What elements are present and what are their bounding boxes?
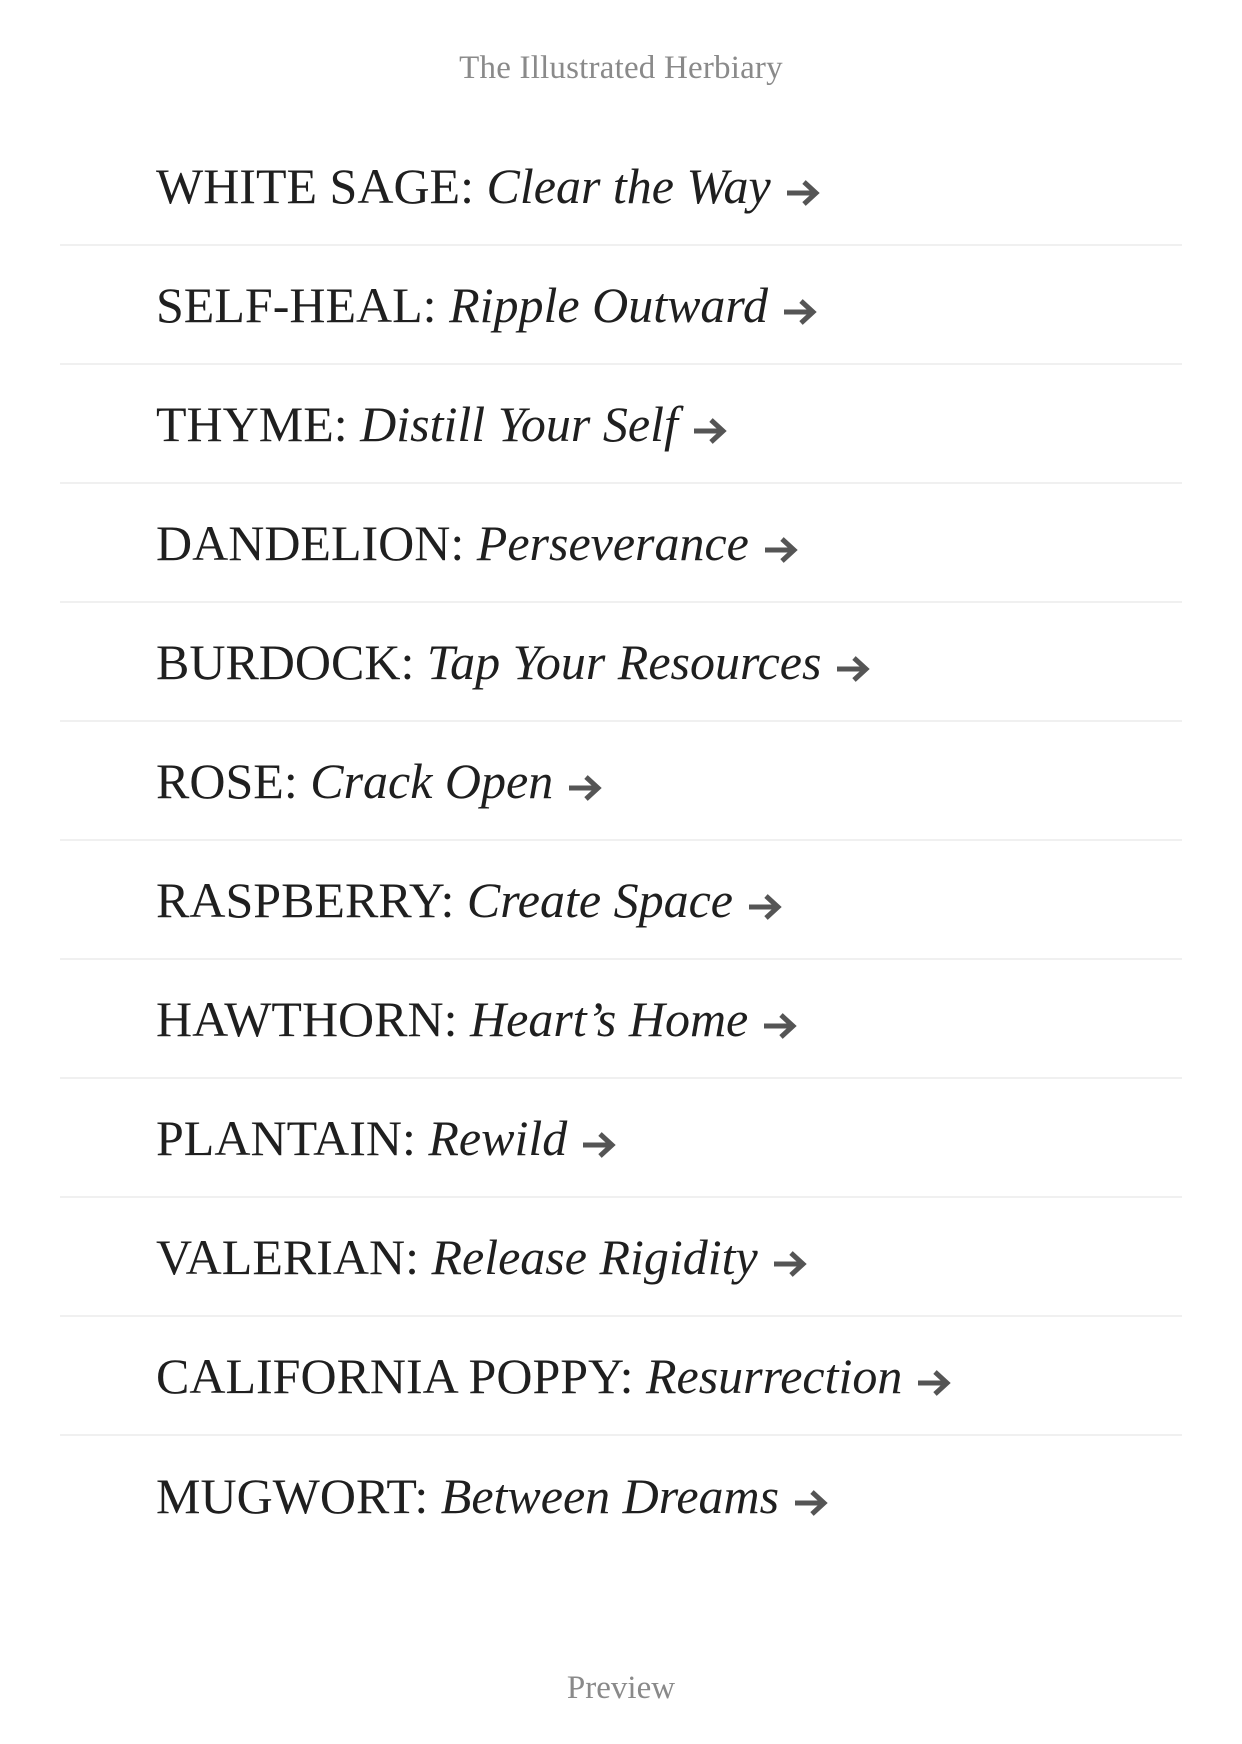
plant-name: VALERIAN [156,1228,406,1285]
toc-link[interactable] [156,990,800,1047]
arrow-right-icon [567,774,605,802]
toc-link[interactable] [156,1228,810,1285]
arrow-right-icon [581,1131,619,1159]
plant-theme: Crack Open [310,752,554,809]
toc-item[interactable] [60,841,1182,960]
toc-item[interactable] [60,722,1182,841]
toc-link[interactable] [156,395,730,452]
plant-name: RASPBERRY [156,871,441,928]
toc-item[interactable] [60,246,1182,365]
toc-link[interactable] [156,1467,831,1524]
plant-theme: Distill Your Self [360,395,678,452]
plant-theme: Perseverance [476,514,749,571]
separator: : [333,395,361,452]
toc-item[interactable] [60,365,1182,484]
arrow-right-icon [692,417,730,445]
arrow-right-icon [762,1012,800,1040]
toc-item[interactable] [60,960,1182,1079]
toc-link[interactable] [156,276,820,333]
arrow-right-icon [793,1489,831,1517]
plant-theme: Tap Your Resources [426,633,822,690]
plant-name: ROSE [156,752,284,809]
arrow-right-icon [747,893,785,921]
toc-link[interactable] [156,1109,619,1166]
plant-theme: Rewild [428,1109,568,1166]
separator: : [283,752,311,809]
arrow-right-icon [835,655,873,683]
plant-name: BURDOCK [156,633,401,690]
plant-theme: Create Space [466,871,733,928]
plant-theme: Release Rigidity [431,1228,758,1285]
separator: : [401,1109,429,1166]
toc-item[interactable] [60,1317,1182,1436]
plant-theme: Ripple Outward [449,276,769,333]
separator: : [422,276,450,333]
plant-name: CALIFORNIA POPPY [156,1347,620,1404]
table-of-contents [60,127,1182,1555]
toc-item[interactable] [60,603,1182,722]
separator: : [460,157,487,214]
toc-item[interactable] [60,1079,1182,1198]
plant-name: PLANTAIN [156,1109,402,1166]
separator: : [443,990,471,1047]
toc-item[interactable] [60,1436,1182,1555]
separator: : [619,1347,646,1404]
plant-name: THYME [156,395,334,452]
toc-link[interactable] [156,1347,954,1404]
toc-link[interactable] [156,752,605,809]
plant-name: HAWTHORN [156,990,444,1047]
toc-link[interactable] [156,514,801,571]
plant-theme: Clear the Way [486,157,771,214]
arrow-right-icon [785,179,823,207]
plant-name: MUGWORT [156,1467,415,1524]
toc-link[interactable] [156,871,785,928]
plant-name: SELF-HEAL [156,276,423,333]
toc-item[interactable] [60,127,1182,246]
toc-link[interactable] [156,157,823,214]
arrow-right-icon [916,1369,954,1397]
toc-link[interactable] [156,633,873,690]
plant-name: WHITE SAGE [156,157,461,214]
arrow-right-icon [782,298,820,326]
arrow-right-icon [772,1250,810,1278]
separator: : [405,1228,432,1285]
plant-theme: Between Dreams [440,1467,780,1524]
plant-name: DANDELION [156,514,451,571]
separator: : [400,633,427,690]
toc-item[interactable] [60,1198,1182,1317]
separator: : [450,514,477,571]
plant-theme: Resurrection [645,1347,903,1404]
plant-theme: Heart’s Home [470,990,749,1047]
arrow-right-icon [763,536,801,564]
toc-item[interactable] [60,484,1182,603]
separator: : [414,1467,441,1524]
separator: : [440,871,467,928]
preview-label: Preview [566,1670,676,1706]
book-title: The Illustrated Herbiary [459,50,783,86]
